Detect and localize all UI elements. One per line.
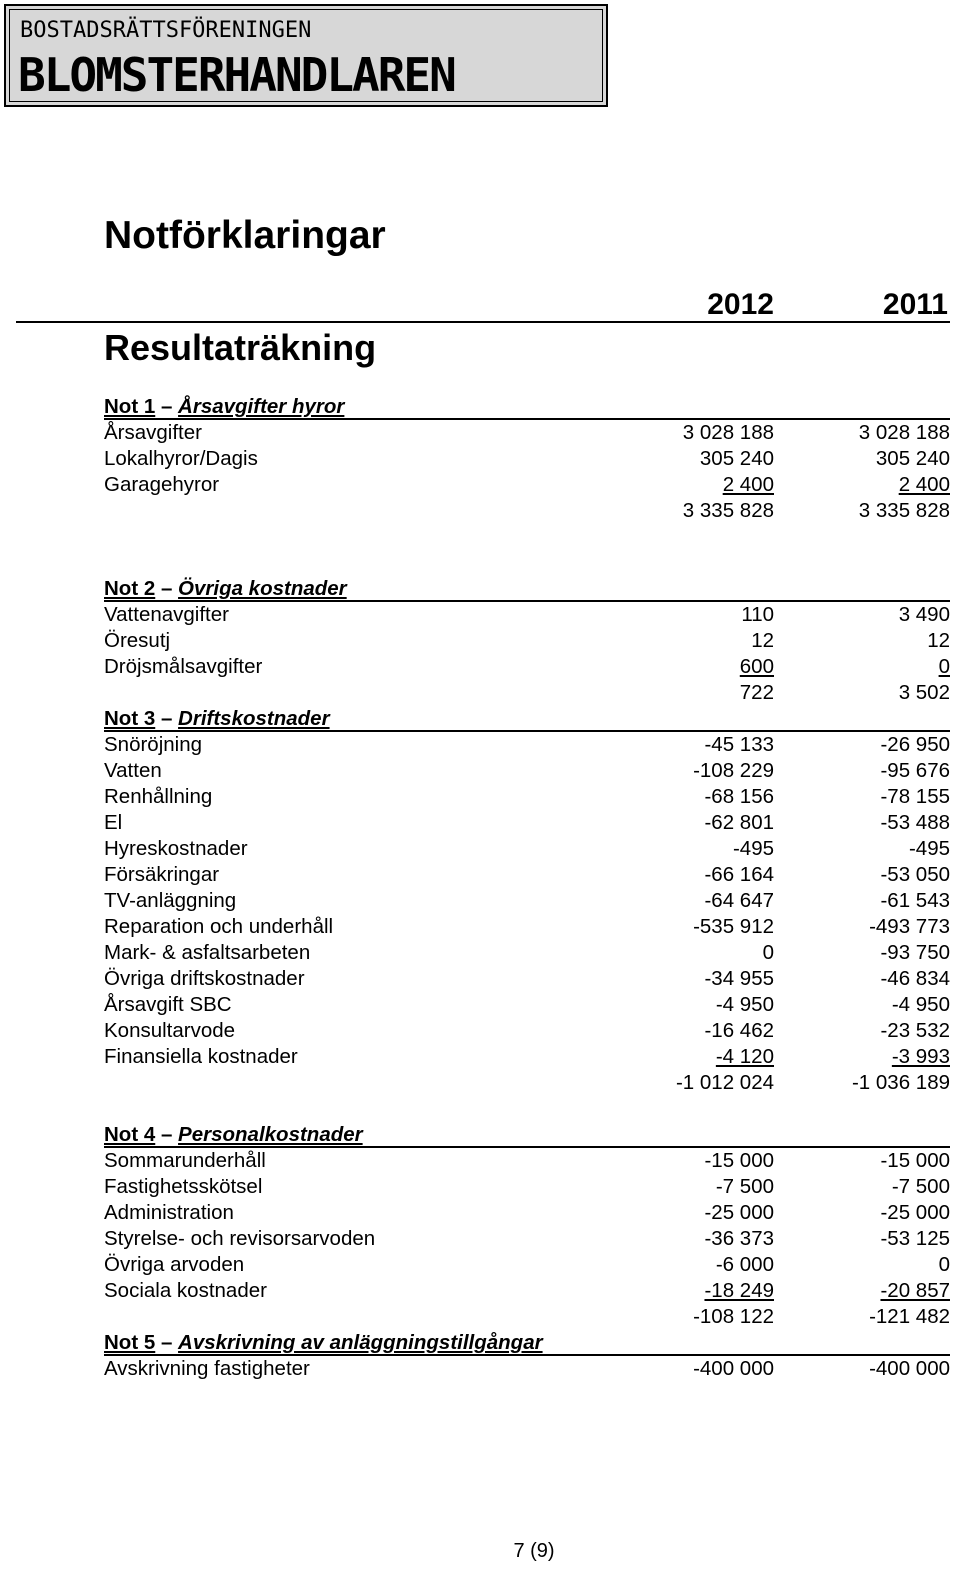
note-2-number: Not 2 bbox=[104, 577, 156, 600]
organization-header bbox=[4, 4, 608, 107]
organization-header-frame bbox=[9, 9, 603, 102]
note-3-name: Driftskostnader bbox=[178, 707, 330, 730]
note-2-name: Övriga kostnader bbox=[178, 577, 347, 600]
table-row: Årsavgifter 3 028 188 3 028 188 bbox=[104, 421, 950, 444]
table-row: Försäkringar -66 164 -53 050 bbox=[104, 863, 950, 886]
note-3-heading: Not 3 – Driftskostnader bbox=[104, 706, 950, 732]
notes-table bbox=[104, 394, 950, 1382]
table-row: Finansiella kostnader -4 120 -3 993 bbox=[104, 1045, 950, 1068]
table-row: El -62 801 -53 488 bbox=[104, 811, 950, 834]
header-divider bbox=[16, 321, 950, 323]
page-number: 7 (9) bbox=[513, 1540, 555, 1562]
org-line-2: BLOMSTERHANDLAREN bbox=[18, 48, 455, 102]
table-row: Övriga arvoden -6 000 0 bbox=[104, 1253, 950, 1276]
table-row: Administration -25 000 -25 000 bbox=[104, 1201, 950, 1224]
note-4-heading: Not 4 – Personalkostnader bbox=[104, 1122, 950, 1148]
table-row: Renhållning -68 156 -78 155 bbox=[104, 785, 950, 808]
table-row: Sommarunderhåll -15 000 -15 000 bbox=[104, 1149, 950, 1172]
table-row: Styrelse- och revisorsarvoden -36 373 -53 125 bbox=[104, 1227, 950, 1250]
table-row: Konsultarvode -16 462 -23 532 bbox=[104, 1019, 950, 1042]
note-4-total: -108 122 -121 482 bbox=[693, 1305, 950, 1328]
note-4-number: Not 4 bbox=[104, 1123, 156, 1146]
table-row: Reparation och underhåll -535 912 -493 773 bbox=[104, 915, 950, 938]
table-row: Garagehyror 2 400 2 400 bbox=[104, 473, 950, 496]
table-row: Avskrivning fastigheter -400 000 -400 000 bbox=[104, 1357, 950, 1380]
table-row: Snöröjning -45 133 -26 950 bbox=[104, 733, 950, 756]
table-row: Öresutj 12 12 bbox=[104, 629, 950, 652]
table-row: Vattenavgifter 110 3 490 bbox=[104, 603, 950, 626]
table-row: Dröjsmålsavgifter 600 0 bbox=[104, 655, 950, 678]
year-header-2011: 2011 bbox=[882, 288, 948, 321]
section-title: Resultaträkning bbox=[104, 327, 377, 368]
note-1-heading: Not 1 – Årsavgifter hyror bbox=[104, 394, 950, 420]
table-row: Lokalhyror/Dagis 305 240 305 240 bbox=[104, 447, 950, 470]
table-row: Hyreskostnader -495 -495 bbox=[104, 837, 950, 860]
note-1-name: Årsavgifter hyror bbox=[178, 395, 345, 418]
table-row: Årsavgift SBC -4 950 -4 950 bbox=[104, 993, 950, 1016]
note-4-name: Personalkostnader bbox=[178, 1123, 363, 1146]
table-row: Sociala kostnader -18 249 -20 857 bbox=[104, 1279, 950, 1302]
note-3-total: -1 012 024 -1 036 189 bbox=[675, 1071, 950, 1094]
note-5-number: Not 5 bbox=[104, 1331, 156, 1354]
note-1-number: Not 1 bbox=[104, 395, 156, 418]
table-row: Vatten -108 229 -95 676 bbox=[104, 759, 950, 782]
note-1-total: 3 335 828 3 335 828 bbox=[682, 499, 950, 522]
page-title: Notförklaringar bbox=[104, 214, 386, 257]
note-3-number: Not 3 bbox=[104, 707, 156, 730]
table-row: Övriga driftskostnader -34 955 -46 834 bbox=[104, 967, 950, 990]
org-line-1: BOSTADSRÄTTSFÖRENINGEN bbox=[20, 18, 312, 43]
year-header-2012: 2012 bbox=[707, 288, 774, 321]
note-5-heading: Not 5 – Avskrivning av anläggningstillgångar bbox=[104, 1330, 950, 1356]
table-row: Mark- & asfaltsarbeten 0 -93 750 bbox=[104, 941, 950, 964]
note-5-name: Avskrivning av anläggningstillgångar bbox=[178, 1331, 543, 1354]
table-row: TV-anläggning -64 647 -61 543 bbox=[104, 889, 950, 912]
table-row: Fastighetsskötsel -7 500 -7 500 bbox=[104, 1175, 950, 1198]
note-2-total: 722 3 502 bbox=[739, 681, 950, 704]
note-2-heading: Not 2 – Övriga kostnader bbox=[104, 576, 950, 602]
